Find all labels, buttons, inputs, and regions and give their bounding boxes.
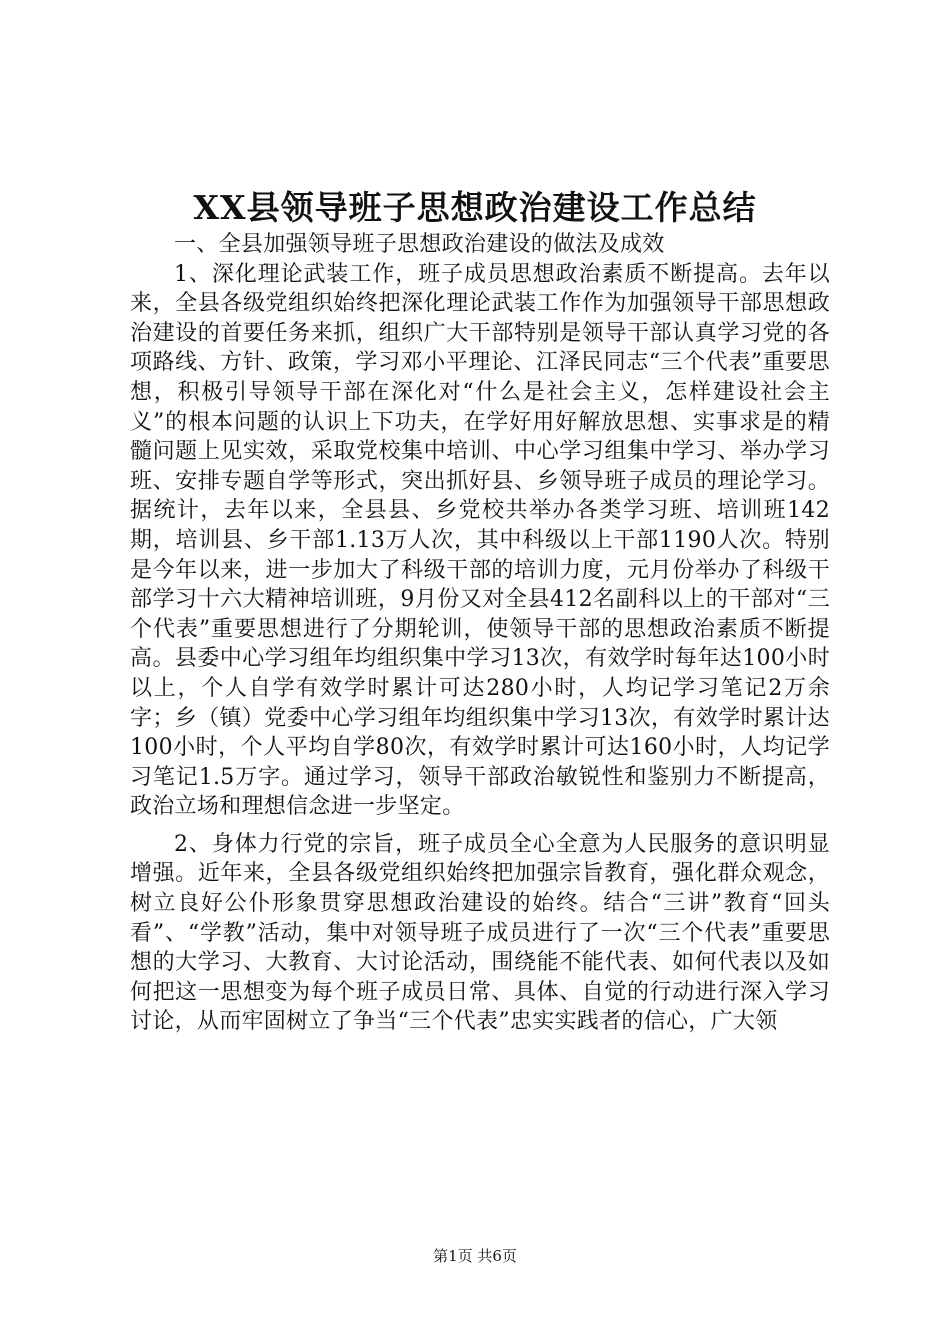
section-heading: 一、全县加强领导班子思想政治建设的做法及成效 xyxy=(174,232,665,257)
paragraph-1: 1、深化理论武装工作，班子成员思想政治素质不断提高。去年以来，全县各级党组织始终把深化理论武装工作作为加强领导干部思想政治建设的首要任务来抓，组织广大干部特别是领导干部认真学习党的各项路线、方针、政策，学习邓小平理论、江泽民同志“三个代表”重要思想，积极引导领导干部在深化对“什么是社会主义，怎样建设社会主义”的根本问题的认识上下功夫，在学好用好解放思想、实事求是的精髓问题上见实效，采取党校集中培训、中心学习组集中学习、举办学习班、安排专题自学等形式，突出抓好县、乡领导班子成员的理论学习。据统计，去年以来，全县县、乡党校共举办各类学习班、培训班142期，培训县、乡干部1.13万人次，其中科级以上干部1190人次。特别是今年以来，进一步加大了科级干部的培训力度，元月份举办了科级干部学习十六大精神培训班，9月份又对全县412名副科以上的干部对“三个代表”重要思想进行了分期轮训，使领导干部的思想政治素质不断提高。县委中心学习组年均组织集中学习13次，有效学时每年达100小时以上，个人自学有效学时累计可达280小时，人均记学习笔记2万余字；乡（镇）党委中心学习组年均组织集中学习13次，有效学时累计达100小时，个人平均自学80次，有效学时累计可达160小时，人均记学习笔记1.5万字。通过学习，领导干部政治敏锐性和鉴别力不断提高，政治立场和理想信念进一步坚定。 xyxy=(130,261,830,820)
document-title: XX县领导班子思想政治建设工作总结 xyxy=(193,188,757,227)
page-number-footer: 第1页 共6页 xyxy=(433,1247,517,1265)
document-body xyxy=(130,230,830,1037)
paragraph-2: 2、身体力行党的宗旨，班子成员全心全意为人民服务的意识明显增强。近年来，全县各级党组织始终把加强宗旨教育，强化群众观念，树立良好公仆形象贯穿思想政治建设的始终。结合“三讲”教育“回头看”、“学教”活动，集中对领导班子成员进行了一次“三个代表”重要思想的大学习、大教育、大讨论活动，围绕能不能代表、如何代表以及如何把这一思想变为每个班子成员日常、具体、自觉的行动进行深入学习讨论，从而牢固树立了争当“三个代表”忠实实践者的信心，广大领 xyxy=(130,831,830,1035)
